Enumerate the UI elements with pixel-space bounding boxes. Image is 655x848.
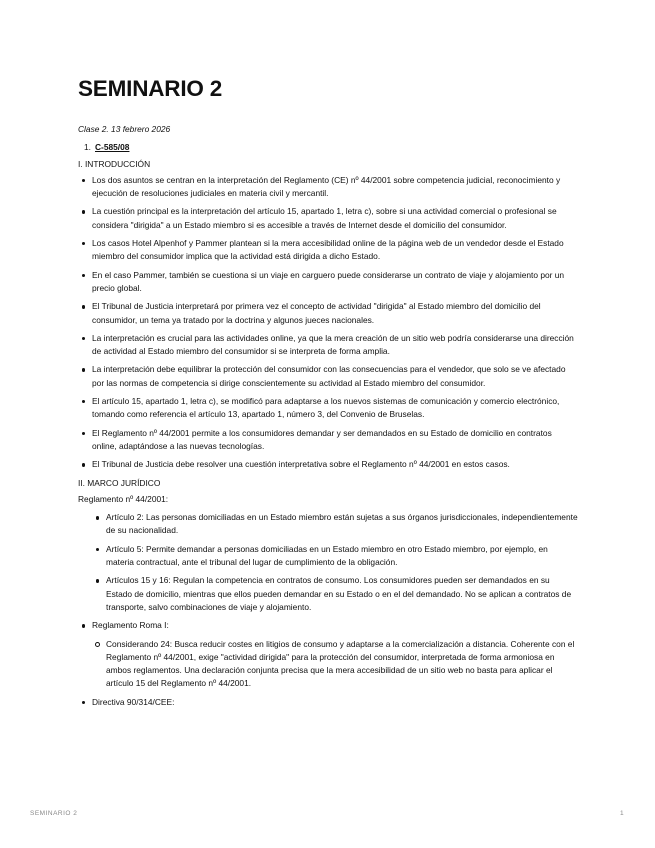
list-item: Considerando 24: Busca reducir costes en litigios de consumo y adaptarse a la comercialización a distancia. Coherente con el Reglamento nº 44/2001, exige "actividad dirigida" para la protección del consumidor, interpretada de forma armoniosa en ambos reglamentos. Una declaración conjunta precisa que la mera accesibilidad de un sitio web no basta para aplicar el artículo 15 del Reglamento nº 44/2001. — [92, 638, 578, 691]
list-item: Los dos asuntos se centran en la interpretación del Reglamento (CE) nº 44/2001 sobre competencia judicial, reconocimiento y ejecución de resoluciones judiciales en materia civil y mercantil. — [78, 174, 578, 201]
list-item: La interpretación es crucial para las actividades online, ya que la mera creación de un sitio web podría considerarse una dirección de actividad al Estado miembro del consumidor si se interpreta de forma amplia. — [78, 332, 578, 359]
section-heading-marco-juridico: II. MARCO JURÍDICO — [78, 477, 161, 488]
list-item: El Tribunal de Justicia debe resolver una cuestión interpretativa sobre el Reglamento nº 44/2001 en estos casos. — [78, 458, 578, 471]
reglamento-articles-list — [92, 511, 578, 614]
roma-list — [92, 638, 578, 691]
intro-list — [78, 174, 578, 472]
directiva-item — [78, 696, 578, 709]
reglamento-label: Reglamento nº 44/2001: — [78, 493, 169, 504]
section-heading-introduccion: I. INTRODUCCIÓN — [78, 158, 151, 169]
list-item: El artículo 15, apartado 1, letra c), se modificó para adaptarse a los nuevos sistemas de comunicación y comercio electrónico, tomando como referencia el artículo 13, apartado 1, número 3, del Convenio de Bruselas. — [78, 395, 578, 422]
footer-page-number: 1 — [620, 810, 624, 817]
reglamento-group — [78, 511, 578, 614]
list-item: La interpretación debe equilibrar la protección del consumidor con las consecuencias para el vendedor, que solo se ve afectado por las normas de competencia si dirige conscientemente su actividad al Estado miembro del consumidor. — [78, 363, 578, 390]
directiva-label: Directiva 90/314/CEE: — [92, 696, 175, 707]
list-item: La cuestión principal es la interpretación del artículo 15, apartado 1, letra c), sobre si una actividad comercial o profesional se considera "dirigida" a un Estado miembro si es accesible a través de Internet desde el domicilio del consumidor. — [78, 205, 578, 232]
list-item: El Tribunal de Justicia interpretará por primera vez el concepto de actividad "dirigida" al Estado miembro del domicilio del consumidor, un tema ya tratado por la doctrina y algunos jueces nacionales. — [78, 300, 578, 327]
case-heading — [78, 141, 578, 154]
case-number: 1. — [84, 142, 91, 153]
list-item: El Reglamento nº 44/2001 permite a los consumidores demandar y ser demandados en su Estado de domicilio en contratos online, adaptándose a las nuevas tecnologías. — [78, 427, 578, 454]
list-item: Los casos Hotel Alpenhof y Pammer plantean si la mera accesibilidad online de la página web de un vendedor desde el Estado miembro del consumidor implica que la actividad está dirigida a dicho Estado. — [78, 237, 578, 264]
roma-label: Reglamento Roma I: — [92, 620, 169, 631]
list-item: En el caso Pammer, también se cuestiona si un viaje en carguero puede considerarse un contrato de viaje y alojamiento por un precio global. — [78, 269, 578, 296]
roma-item — [78, 619, 578, 690]
list-item: Artículo 5: Permite demandar a personas domiciliadas en un Estado miembro en otro Estado miembro, por ejemplo, en materia contractual, ante el tribunal del lugar de cumplimiento de la obligación. — [92, 543, 578, 570]
reglamento-outer-list — [78, 511, 578, 709]
list-item: Artículos 15 y 16: Regulan la competencia en contratos de consumo. Los consumidores pueden ser demandados en su Estado de domicilio, mientras que ellos pueden demandar en su Estado o en el del demandado. No se aplican a contratos de transporte, salvo combinaciones de viaje y alojamiento. — [92, 574, 578, 614]
list-item: Artículo 2: Las personas domiciliadas en un Estado miembro están sujetas a sus órganos jurisdiccionales, independientemente de su nacionalidad. — [92, 511, 578, 538]
footer-title: SEMINARIO 2 — [30, 810, 78, 817]
class-date: Clase 2. 13 febrero 2026 — [78, 124, 171, 134]
case-link[interactable]: C-585/08 — [95, 142, 130, 153]
page-title: SEMINARIO 2 — [78, 76, 223, 101]
document-body — [78, 123, 578, 714]
